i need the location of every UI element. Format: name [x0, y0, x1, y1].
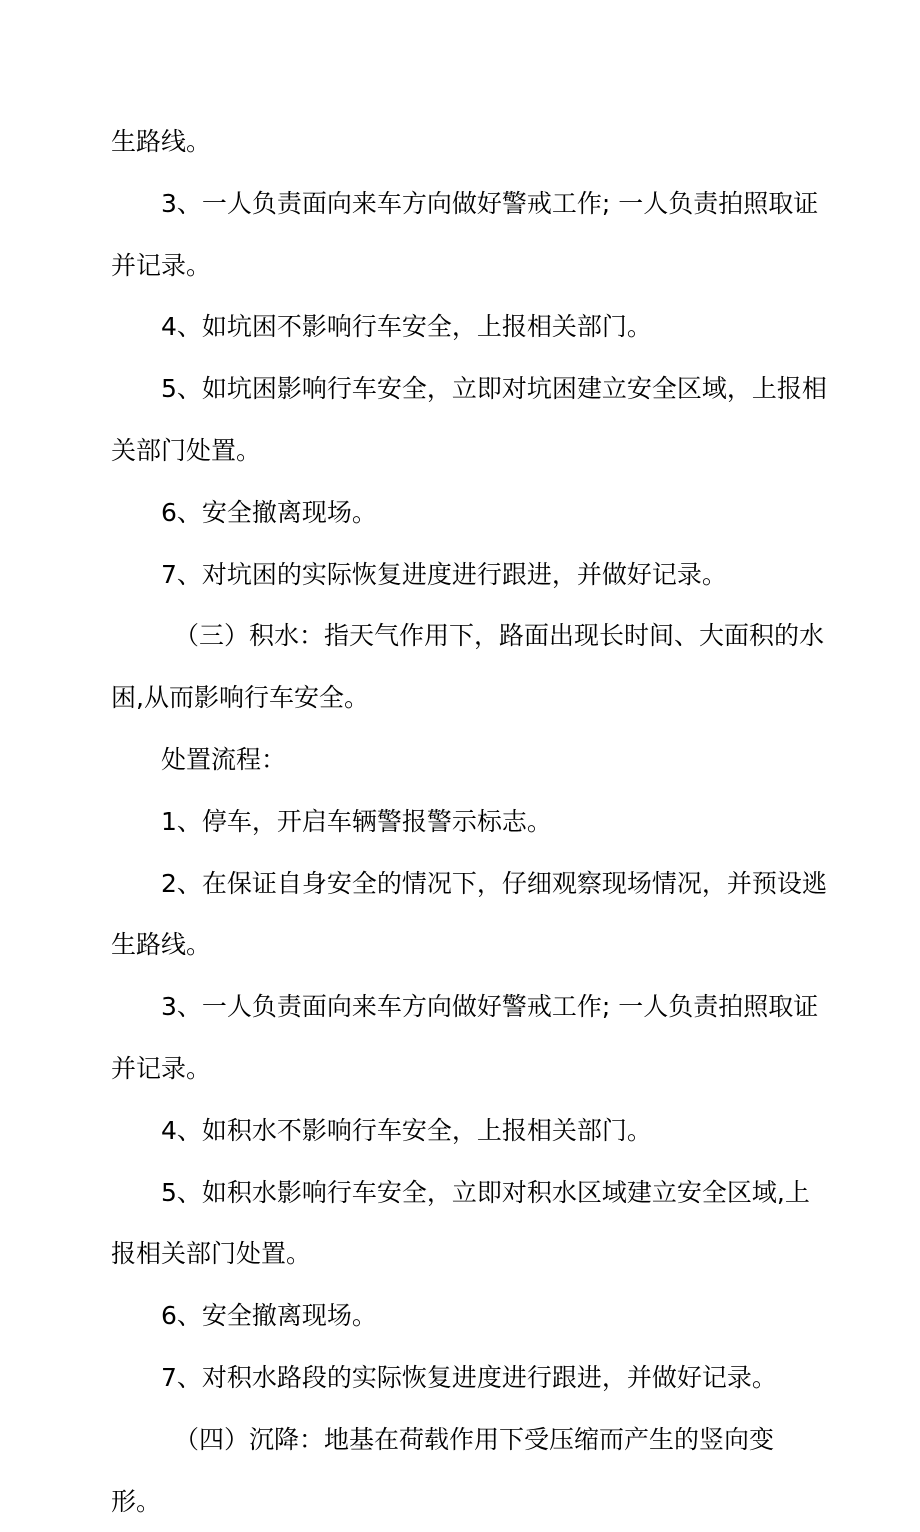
text-line-7: 6、安全撤离现场。	[161, 497, 377, 527]
section-heading-settlement: （四）沉降：地基在荷载作用下受压缩而产生的竖向变	[174, 1424, 775, 1454]
text-line-5: 5、如坑困影响行车安全，立即对坑困建立安全区域，上报相	[161, 374, 827, 404]
text-line-15: 3、一人负责面向来车方向做好警戒工作; 一人负责拍照取证	[161, 992, 819, 1022]
text-line-3: 并记录。	[111, 250, 212, 280]
text-line-14: 生路线。	[111, 930, 212, 960]
text-line-20: 6、安全撤离现场。	[161, 1301, 377, 1331]
text-line-18: 5、如积水影响行车安全，立即对积水区域建立安全区域,上	[161, 1177, 810, 1207]
text-line-16: 并记录。	[111, 1053, 212, 1083]
text-line-8: 7、对坑困的实际恢复进度进行跟进，并做好记录。	[161, 559, 727, 589]
text-line-1: 生路线。	[111, 127, 212, 156]
text-line-21: 7、对积水路段的实际恢复进度进行跟进，并做好记录。	[161, 1362, 777, 1392]
text-line-19: 报相关部门处置。	[111, 1239, 312, 1269]
section-heading-ponding: （三）积水：指天气作用下，路面出现长时间、大面积的水	[174, 621, 825, 651]
text-line-2: 3、一人负责面向来车方向做好警戒工作; 一人负责拍照取证	[161, 188, 819, 218]
text-line-12: 1、停车，开启车辆警报警示标志。	[161, 806, 552, 836]
procedure-heading: 处置流程：	[161, 744, 287, 774]
text-line-23: 形。	[111, 1486, 162, 1516]
text-line-4: 4、如坑困不影响行车安全，上报相关部门。	[161, 312, 652, 342]
text-line-13: 2、在保证自身安全的情况下，仔细观察现场情况，并预设逃	[161, 868, 827, 898]
text-line-17: 4、如积水不影响行车安全，上报相关部门。	[161, 1115, 652, 1145]
text-line-10: 困,从而影响行车安全。	[111, 683, 369, 713]
text-line-6: 关部门处置。	[111, 435, 262, 465]
